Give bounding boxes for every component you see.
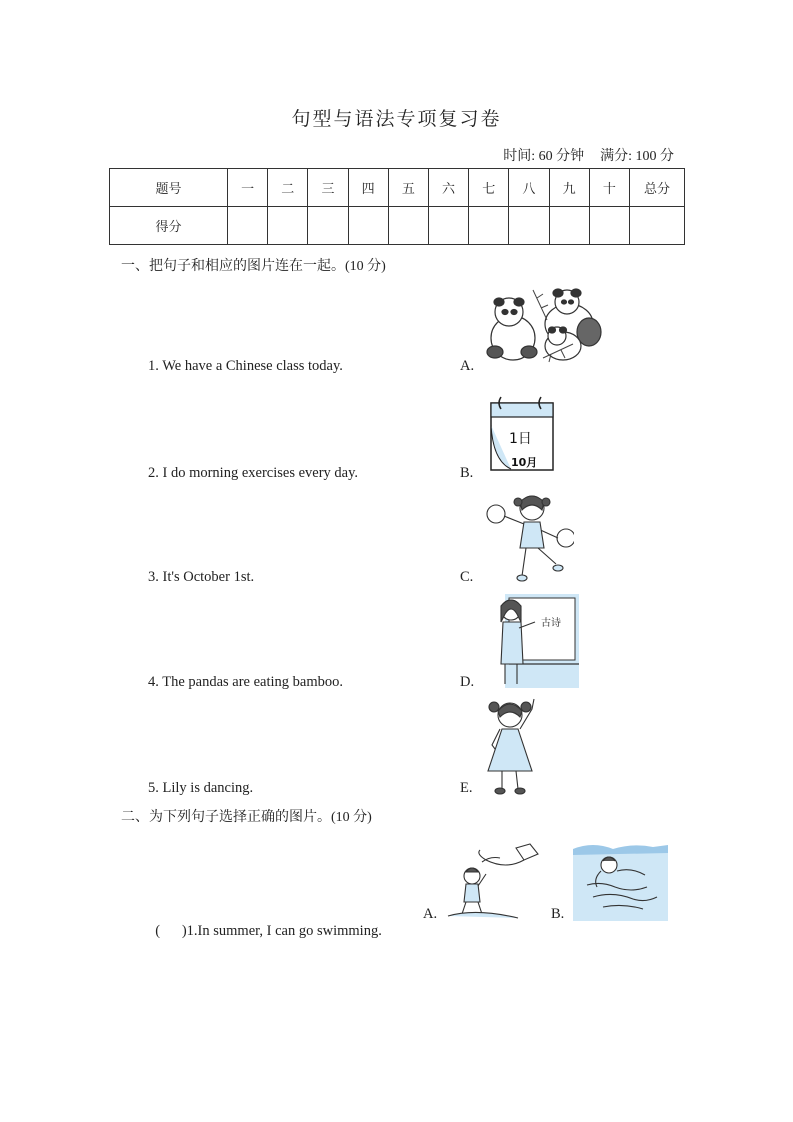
answer-blank[interactable]: ( ) (155, 923, 187, 939)
question-4: 4. The pandas are eating bamboo. (148, 674, 344, 690)
girl-dancing-image (480, 693, 542, 796)
pandas-eating-bamboo-image (485, 280, 610, 368)
score-cell[interactable] (308, 207, 348, 245)
score-total-cell[interactable] (630, 207, 685, 245)
score-total-label: 总分 (630, 169, 685, 207)
score-table-row2-label: 得分 (110, 207, 228, 245)
time-limit: 时间: 60 分钟 (503, 149, 585, 164)
score-table-header-row (110, 169, 685, 207)
score-col: 二 (268, 169, 308, 207)
option-a-label: A. (460, 358, 475, 374)
question-3: 3. It's October 1st. (148, 569, 255, 585)
score-cell[interactable] (228, 207, 268, 245)
page-title: 句型与语法专项复习卷 (291, 108, 502, 130)
girl-exercising-image (482, 488, 574, 584)
s2-option-a-label: A. (423, 906, 438, 922)
option-e-label: E. (460, 780, 473, 796)
score-cell[interactable] (509, 207, 549, 245)
teacher-blackboard-image (495, 592, 581, 688)
score-col: 十 (589, 169, 629, 207)
score-table-score-row (110, 207, 685, 245)
option-d-label: D. (460, 674, 475, 690)
option-c-label: C. (460, 569, 474, 585)
blackboard-text: 古诗 (541, 618, 561, 629)
section1-heading-text: 一、把句子和相应的图片连在一起。 (121, 258, 345, 274)
score-col: 四 (348, 169, 388, 207)
score-col: 六 (428, 169, 468, 207)
question-5: 5. Lily is dancing. (148, 780, 254, 796)
swimming-image (573, 841, 668, 921)
score-table-row1-label: 题号 (110, 169, 228, 207)
question-1: 1. We have a Chinese class today. (148, 358, 343, 374)
calendar-day: 1日 (509, 431, 532, 447)
full-score: 满分: 100 分 (600, 149, 674, 164)
score-cell[interactable] (268, 207, 308, 245)
section1-heading (121, 255, 386, 275)
score-cell[interactable] (428, 207, 468, 245)
score-col: 九 (549, 169, 589, 207)
score-cell[interactable] (348, 207, 388, 245)
section2-q1-text: 1.In summer, I can go swimming. (186, 923, 382, 939)
score-col: 七 (469, 169, 509, 207)
section2-q1 (148, 906, 382, 940)
boy-flying-kite-image (446, 840, 546, 920)
section1-points: (10 分) (345, 259, 386, 274)
section2-heading-text: 二、为下列句子选择正确的图片。 (121, 809, 331, 825)
section2-points: (10 分) (331, 810, 372, 825)
exam-meta (503, 145, 674, 165)
score-col: 五 (388, 169, 428, 207)
question-2: 2. I do morning exercises every day. (148, 465, 359, 481)
s2-option-b-label: B. (551, 906, 565, 922)
score-cell[interactable] (589, 207, 629, 245)
calendar-month: 10月 (511, 456, 538, 469)
score-col: 三 (308, 169, 348, 207)
score-cell[interactable] (469, 207, 509, 245)
option-b-label: B. (460, 465, 474, 481)
calendar-image (489, 395, 555, 472)
score-col: 八 (509, 169, 549, 207)
score-cell[interactable] (388, 207, 428, 245)
score-table (109, 168, 685, 245)
section2-heading (121, 806, 372, 826)
score-cell[interactable] (549, 207, 589, 245)
score-col: 一 (228, 169, 268, 207)
